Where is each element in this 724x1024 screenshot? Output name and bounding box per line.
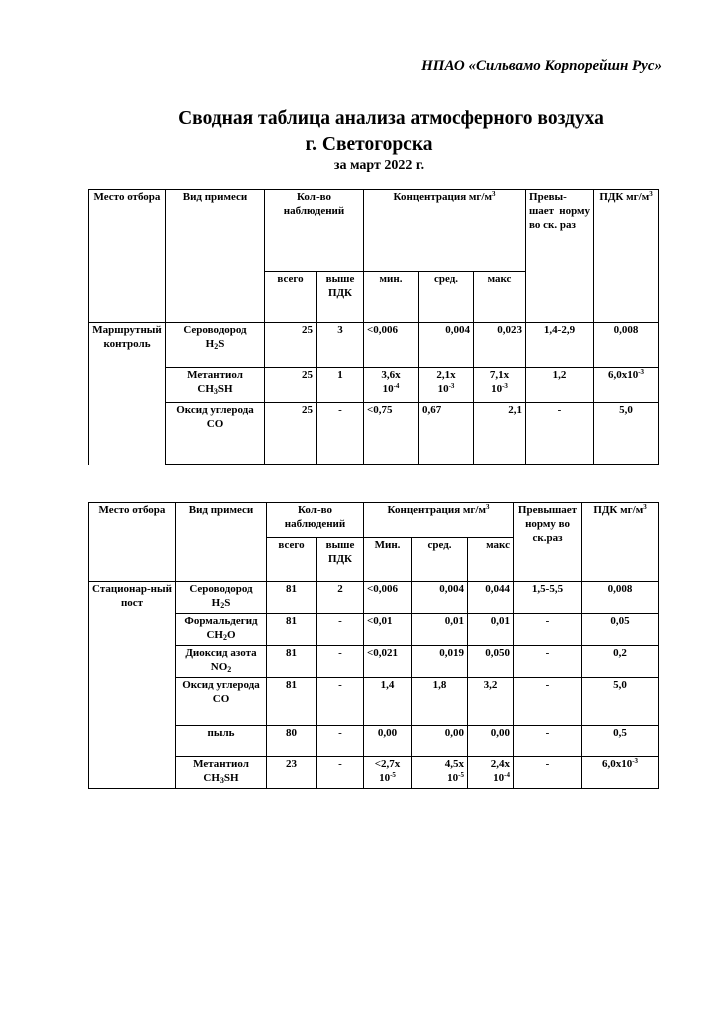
conc-max <box>474 368 526 403</box>
stationary-post-table <box>88 502 659 789</box>
exceeds-value: - <box>526 403 594 465</box>
exceeds-value: 1,4-2,9 <box>526 323 594 368</box>
header-conc-min: Мин. <box>364 538 412 582</box>
count-above: 2 <box>317 582 364 614</box>
table-row <box>89 368 659 403</box>
pdk-exponent: -3 <box>632 757 639 765</box>
value-mantissa: 7,1х <box>489 369 510 381</box>
pdk-value: 5,0 <box>582 678 659 726</box>
conc-avg <box>419 368 474 403</box>
conc-min <box>364 757 412 789</box>
formula-subscript: 2 <box>222 632 227 642</box>
header-pdk-unit-exp: 3 <box>643 503 647 511</box>
impurity-label: Метантиол <box>187 369 243 381</box>
header-concentration <box>364 190 526 272</box>
exceeds-value: - <box>514 726 582 757</box>
count-total: 25 <box>265 403 317 465</box>
conc-avg: 1,8 <box>412 678 468 726</box>
conc-max: 0,050 <box>468 646 514 678</box>
value-exponent: -3 <box>502 381 508 390</box>
header-impurity: Вид примеси <box>176 503 267 538</box>
header-count-total: всего <box>265 272 317 323</box>
conc-min: <0,021 <box>364 646 412 678</box>
pdk-value: 0,05 <box>582 614 659 646</box>
count-above: - <box>317 614 364 646</box>
formula-part: CH <box>206 628 223 641</box>
conc-min <box>364 368 419 403</box>
count-total: 25 <box>265 323 317 368</box>
header-concentration-label: Концентрация мг/м <box>387 504 486 516</box>
header-impurity-spacer <box>176 538 267 582</box>
conc-max: 0,00 <box>468 726 514 757</box>
conc-max: 2,1 <box>474 403 526 465</box>
pdk-value: 5,0 <box>594 403 659 465</box>
count-above: - <box>317 678 364 726</box>
header-place: Место отбора <box>89 503 176 538</box>
formula-subscript: 2 <box>214 341 219 351</box>
impurity-name: Оксид углерода СО <box>176 678 267 726</box>
conc-avg: 0,004 <box>412 582 468 614</box>
header-count-above: выше ПДК <box>317 538 364 582</box>
exceeds-value: 1,2 <box>526 368 594 403</box>
formula-part: SH <box>223 771 239 784</box>
count-total: 80 <box>267 726 317 757</box>
exceeds-value: - <box>514 757 582 789</box>
header-concentration-unit-exp: 3 <box>491 190 496 198</box>
header-concentration-unit-exp: 3 <box>485 503 490 511</box>
impurity-name <box>176 582 267 614</box>
table-row <box>89 323 659 368</box>
formula-part: S <box>224 596 231 609</box>
count-above: 3 <box>317 323 364 368</box>
pdk-value: 0,5 <box>582 726 659 757</box>
formula-part: CH <box>203 771 220 784</box>
value-mantissa: 2,1х <box>436 369 456 381</box>
header-pdk-unit-exp: 3 <box>649 190 653 198</box>
conc-avg: 0,01 <box>412 614 468 646</box>
conc-min: <0,75 <box>364 403 419 465</box>
value-base: 10 <box>379 771 391 784</box>
formula-subscript: 2 <box>220 600 225 610</box>
value-base: 10 <box>447 771 459 784</box>
impurity-name <box>176 646 267 678</box>
conc-min: 0,00 <box>364 726 412 757</box>
impurity-name <box>166 368 265 403</box>
header-place-spacer <box>89 538 176 582</box>
conc-avg: 0,019 <box>412 646 468 678</box>
count-above: - <box>317 646 364 678</box>
count-total: 81 <box>267 678 317 726</box>
pdk-mantissa: 6,0х10 <box>607 369 639 381</box>
conc-max <box>468 757 514 789</box>
header-exceeds: Превышает норму во ск.раз <box>514 503 582 582</box>
value-mantissa: 3,6х <box>381 369 401 381</box>
header-conc-max: макс <box>474 272 526 323</box>
pdk-value: 0,008 <box>582 582 659 614</box>
value-base: 10 <box>491 382 503 395</box>
count-above: - <box>317 403 364 465</box>
header-concentration-label: Концентрация мг/м <box>393 191 492 203</box>
formula-part: SH <box>217 382 233 395</box>
exceeds-value: 1,5-5,5 <box>514 582 582 614</box>
page-title: Сводная таблица анализа атмосферного воздуха <box>178 108 604 129</box>
conc-min: <0,006 <box>364 323 419 368</box>
formula-subscript: 3 <box>213 386 218 396</box>
count-total: 81 <box>267 646 317 678</box>
impurity-name <box>176 757 267 789</box>
conc-avg: 0,004 <box>419 323 474 368</box>
header-concentration <box>364 503 514 538</box>
page-subtitle-period: за март 2022 г. <box>333 158 425 173</box>
value-exponent: -3 <box>448 381 455 390</box>
impurity-name: Оксид углерода СО <box>166 403 265 465</box>
table-row <box>89 403 659 465</box>
header-exceeds: Превы-шает норму во ск. раз <box>526 190 594 323</box>
sampling-place: Стационар-ный пост <box>89 582 176 789</box>
impurity-label: Сероводород <box>189 583 253 595</box>
header-pdk-label: ПДК мг/м <box>599 191 650 203</box>
impurity-name <box>176 614 267 646</box>
sampling-place: Маршрутный контроль <box>89 323 166 465</box>
header-conc-avg: сред. <box>419 272 474 323</box>
count-above: - <box>317 757 364 789</box>
header-conc-avg: сред. <box>412 538 468 582</box>
header-count-above: выше ПДК <box>317 272 364 323</box>
pdk-value: 0,008 <box>594 323 659 368</box>
impurity-label: Диоксид азота <box>185 647 257 659</box>
formula-subscript: 2 <box>227 664 232 674</box>
impurity-name <box>166 323 265 368</box>
exceeds-value: - <box>514 614 582 646</box>
pdk-value <box>582 757 659 789</box>
pdk-mantissa: 6,0х10 <box>601 758 633 770</box>
conc-max: 3,2 <box>468 678 514 726</box>
impurity-label: Сероводород <box>183 324 247 336</box>
value-base: 10 <box>437 382 449 395</box>
value-mantissa: <2,7х <box>374 758 401 770</box>
header-pdk <box>594 190 659 323</box>
header-conc-max: макс <box>468 538 514 582</box>
formula-part: NO <box>210 660 228 673</box>
formula-part: H <box>205 337 215 350</box>
exceeds-value: - <box>514 678 582 726</box>
count-total: 81 <box>267 614 317 646</box>
company-name: НПАО «Сильвамо Корпорейшн Рус» <box>421 58 662 74</box>
header-place: Место отбора <box>89 190 166 323</box>
impurity-label: Метантиол <box>193 758 249 770</box>
value-exponent: -5 <box>390 770 396 779</box>
header-pdk <box>582 503 659 582</box>
conc-avg <box>412 757 468 789</box>
pdk-value <box>594 368 659 403</box>
formula-part: O <box>226 628 236 641</box>
exceeds-value: - <box>514 646 582 678</box>
value-exponent: -4 <box>504 770 511 779</box>
value-base: 10 <box>493 771 505 784</box>
header-conc-min: мин. <box>364 272 419 323</box>
header-impurity: Вид примеси <box>166 190 265 323</box>
impurity-name: пыль <box>176 726 267 757</box>
pdk-value: 0,2 <box>582 646 659 678</box>
value-mantissa: 4,5х <box>444 758 464 770</box>
count-total: 25 <box>265 368 317 403</box>
formula-part: S <box>218 337 225 350</box>
pdk-exponent: -3 <box>638 368 645 376</box>
formula-part: H <box>211 596 221 609</box>
count-total: 81 <box>267 582 317 614</box>
conc-max: 0,01 <box>468 614 514 646</box>
formula-subscript: 3 <box>219 775 224 785</box>
formula-part: CH <box>197 382 214 395</box>
conc-avg: 0,67 <box>419 403 474 465</box>
count-above: 1 <box>317 368 364 403</box>
count-above: - <box>317 726 364 757</box>
conc-min: 1,4 <box>364 678 412 726</box>
header-count-total: всего <box>267 538 317 582</box>
value-exponent: -4 <box>393 381 400 390</box>
value-mantissa: 2,4х <box>490 758 511 770</box>
conc-min: <0,006 <box>364 582 412 614</box>
value-base: 10 <box>382 382 394 395</box>
conc-avg: 0,00 <box>412 726 468 757</box>
route-monitoring-table <box>88 189 659 465</box>
conc-min: <0,01 <box>364 614 412 646</box>
conc-max: 0,023 <box>474 323 526 368</box>
header-observations: Кол-во наблюдений <box>265 190 364 272</box>
header-pdk-label: ПДК мг/м <box>593 504 644 516</box>
impurity-label: Формальдегид <box>184 615 258 627</box>
count-total: 23 <box>267 757 317 789</box>
page-title-city: г. Светогорска <box>305 134 433 155</box>
table-row <box>89 582 659 614</box>
header-observations: Кол-во наблюдений <box>267 503 364 538</box>
conc-max: 0,044 <box>468 582 514 614</box>
value-exponent: -5 <box>458 770 464 779</box>
